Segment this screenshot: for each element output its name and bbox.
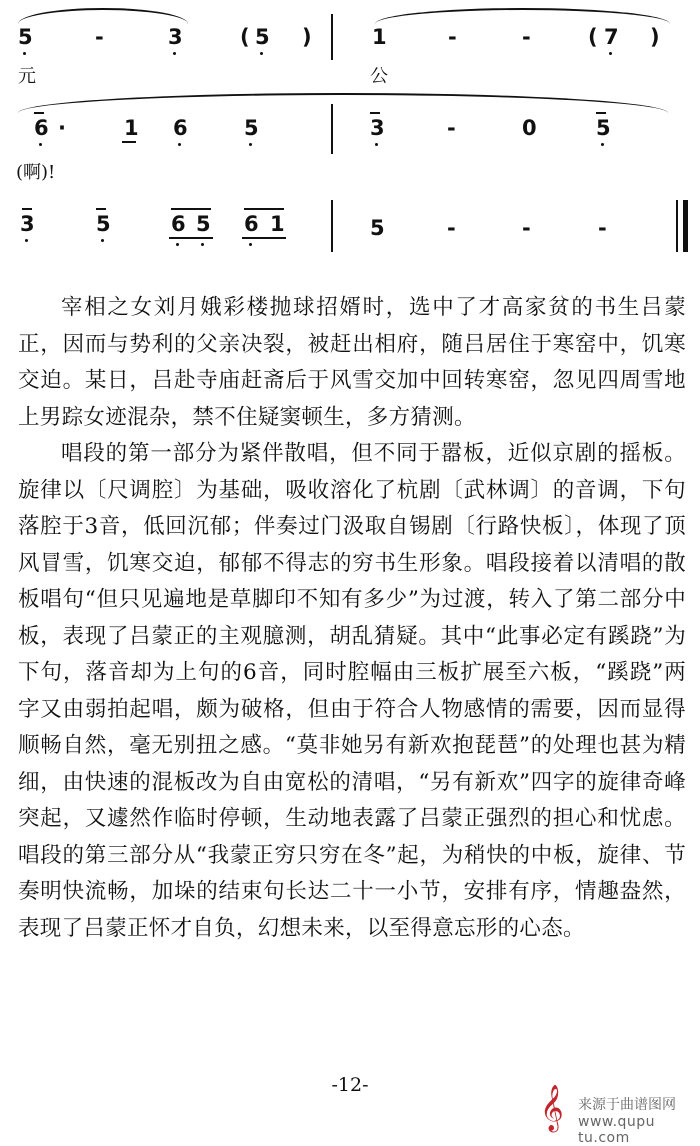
beam bbox=[171, 208, 211, 210]
note-parenthesized: ) bbox=[650, 25, 660, 49]
slur bbox=[18, 8, 188, 24]
note: 5 bbox=[370, 216, 385, 240]
dash: - bbox=[598, 216, 607, 240]
note-low-dot bbox=[201, 243, 204, 246]
rest: 0 bbox=[522, 116, 537, 140]
note: 1 bbox=[124, 116, 139, 140]
note: 5 bbox=[18, 25, 33, 49]
note-low-dot bbox=[249, 143, 252, 146]
beam bbox=[22, 208, 32, 210]
final-barline-thick bbox=[683, 200, 688, 252]
note: 3 bbox=[20, 212, 35, 236]
note: 5 bbox=[196, 212, 211, 236]
note-low-dot bbox=[609, 52, 612, 55]
note: 5 bbox=[244, 116, 259, 140]
note-low-dot bbox=[249, 243, 252, 246]
numbered-music-score bbox=[0, 0, 700, 270]
treble-clef-icon: 𝄞 bbox=[540, 1085, 564, 1131]
watermark bbox=[540, 1085, 700, 1146]
beam bbox=[34, 112, 44, 114]
lyric: (啊)! bbox=[16, 162, 56, 183]
beam bbox=[122, 141, 136, 143]
beam bbox=[242, 237, 286, 239]
watermark-url: www.qupu tu.com bbox=[578, 1114, 656, 1146]
dash: - bbox=[447, 116, 456, 140]
note: 5 bbox=[255, 25, 270, 49]
note: 3 bbox=[168, 25, 183, 49]
beam bbox=[169, 237, 213, 239]
note-parenthesized: ( bbox=[588, 25, 598, 49]
note-low-dot bbox=[260, 52, 263, 55]
lyric: 元 bbox=[18, 66, 36, 87]
beam bbox=[96, 208, 106, 210]
note-low-dot bbox=[39, 143, 42, 146]
note: 5 bbox=[596, 116, 611, 140]
note: 1 bbox=[270, 212, 285, 236]
dash: - bbox=[447, 216, 456, 240]
dash: - bbox=[522, 25, 531, 49]
note-low-dot bbox=[25, 239, 28, 242]
article-text bbox=[18, 290, 686, 947]
watermark-text: 来源于曲谱图网 bbox=[578, 1097, 676, 1113]
note-low-dot bbox=[176, 243, 179, 246]
paragraph: 宰相之女刘月娥彩楼抛球招婿时，选中了才高家贫的书生吕蒙正，因而与势利的父亲决裂，被赶出相府，随吕居住于寒窑中，饥寒交迫。某日，吕赴寺庙赶斋后于风雪交加中回转寒窑，忽见四周雪地上男踪女迹混杂，禁不住疑窦顿生，多方猜测。 bbox=[18, 295, 686, 430]
beam bbox=[370, 112, 380, 114]
note-parenthesized: ) bbox=[302, 25, 312, 49]
final-barline-thin bbox=[676, 200, 678, 252]
note: 1 bbox=[372, 25, 387, 49]
note-parenthesized: ( bbox=[240, 25, 250, 49]
note-low-dot bbox=[101, 239, 104, 242]
beam bbox=[596, 112, 606, 114]
barline bbox=[331, 104, 333, 154]
note: 3 bbox=[370, 116, 385, 140]
dash: - bbox=[448, 25, 457, 49]
note-low-dot bbox=[23, 52, 26, 55]
note: 5 bbox=[96, 212, 111, 236]
slur bbox=[375, 8, 670, 24]
lyric: 公 bbox=[370, 66, 388, 87]
paragraph: 唱段的第一部分为紧伴散唱，但不同于嚣板，近似京剧的摇板。旋律以〔尺调腔〕为基础，吸收溶化了杭剧〔武林调〕的音调，下句落腔于3音，低回沉郁；伴奏过门汲取自锡剧〔行路快板〕，体现了顶风冒雪，饥寒交迫，郁郁不得志的穷书生形象。唱段接着以清唱的散板唱句“但只见遍地是草脚印不知有多少”为过渡，转入了第二部分中板，表现了吕蒙正的主观臆测，胡乱猜疑。其中“此事必定有蹊跷”为下句，落音却为上句的6音，同时腔幅由三板扩展至六板，“蹊跷”两字又由弱拍起唱，颇为破格，但由于符合人物感情的需要，因而显得顺畅自然，毫无别扭之感。“莫非她另有新欢抱琵琶”的处理也甚为精细，由快速的混板改为自由宽松的清唱，“另有新欢”四字的旋律奇峰突起，又遽然作临时停顿，生动地表露了吕蒙正强烈的担心和忧虑。唱段的第三部分从“我蒙正穷只穷在冬”起，为稍快的中板，旋律、节奏明快流畅，加垛的结束句长达二十一小节，安排有序，情趣盎然，表现了吕蒙正怀才自负，幻想未来，以至得意忘形的心态。 bbox=[18, 441, 686, 941]
note-low-dot bbox=[375, 143, 378, 146]
dash: - bbox=[522, 216, 531, 240]
dash: - bbox=[95, 25, 104, 49]
dot: · bbox=[58, 116, 66, 140]
note-low-dot bbox=[601, 143, 604, 146]
note: 6 bbox=[173, 116, 188, 140]
note: 6 bbox=[244, 212, 259, 236]
slur bbox=[18, 93, 668, 113]
note: 6 bbox=[171, 212, 186, 236]
note: 6 bbox=[34, 116, 49, 140]
page-number: -12- bbox=[331, 1074, 369, 1096]
beam bbox=[244, 208, 284, 210]
note-low-dot bbox=[173, 52, 176, 55]
note-low-dot bbox=[178, 143, 181, 146]
barline bbox=[331, 200, 333, 252]
note: 7 bbox=[604, 25, 619, 49]
barline bbox=[331, 14, 333, 60]
